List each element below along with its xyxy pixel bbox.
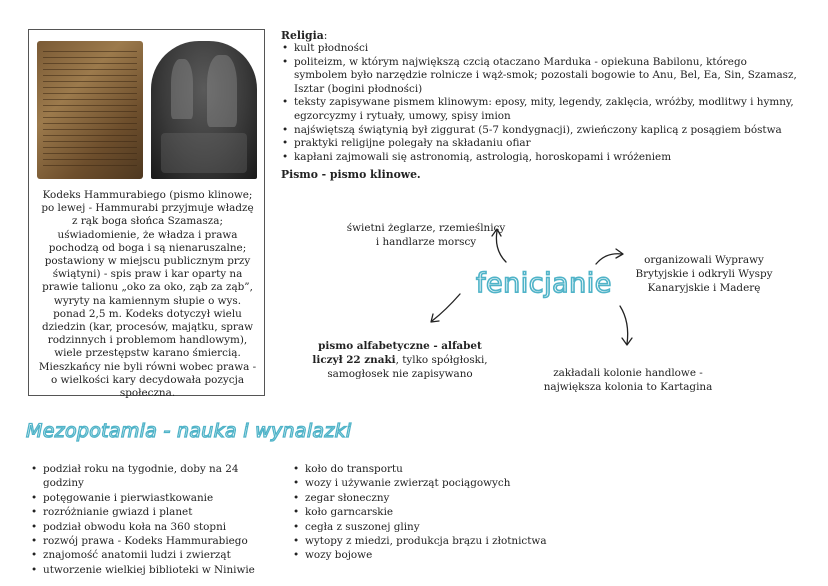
nauka-right-list [292,462,552,563]
religia-title: Religia [281,29,324,42]
list-item: • kult płodności [281,42,801,56]
mindmap-bottom-note: zakładali kolonie handlowe - największa kolonia to Kartagina [543,367,713,393]
religia-title-suffix: : [323,29,328,42]
nauka-left-list [30,462,280,577]
list-item: • rozróżnianie gwiazd i planet [30,505,280,519]
list-item: • cegła z suszonej gliny [292,520,552,534]
arrow-left [432,294,460,321]
list-item: • utworzenie wielkiej biblioteki w Niniwie [30,563,280,577]
list-item: • koło garncarskie [292,505,552,519]
mindmap-left-bold: pismo alfabetyczne - alfabet liczył 22 znaki [312,340,482,366]
list-item: • koło do transportu [292,462,552,476]
nauka-heading: Mezopotamia - nauka i wynalazki [26,420,352,442]
list-item: • potęgowanie i pierwiastkowanie [30,491,280,505]
arrow-bottom [620,306,628,344]
mindmap-right-note: organizowali Wyprawy Brytyjskie i odkryli Wyspy Kanaryjskie i Maderę [635,254,773,294]
list-item: • podział roku na tygodnie, doby na 24 godziny [30,462,280,491]
arrow-right [596,254,622,264]
list-item: • wozy bojowe [292,548,552,562]
list-item: • znajomość anatomii ludzi i zwierząt [30,548,280,562]
list-item: • zegar słoneczny [292,491,552,505]
list-item: • rozwój prawa - Kodeks Hammurabiego [30,534,280,548]
list-item: • politeizm, w którym największą czcią otaczano Marduka - opiekuna Babilonu, którego symbolem było narzędzie rolnicze i wąż-smok; pozostali bogowie to Anu, Bel, Ea, Sin, Szamasz, Isztar (bogini płodności) [281,56,801,97]
mindmap-top-note: świetni żeglarze, rzemieślnicy i handlarze morscy [346,222,506,248]
list-item: • wozy i używanie zwierząt pociągowych [292,476,552,490]
list-item: • wytopy z miedzi, produkcja brązu i złotnictwa [292,534,552,548]
pismo-heading: Pismo - pismo klinowe. [281,168,421,181]
list-item: • najświętszą świątynią był ziggurat (5-7 kondygnacji), zwieńczony kaplicą z posągiem bóstwa [281,124,801,138]
mindmap-left-note [310,339,490,381]
mindmap-left-rest: , tylko spółgłoski, samogłosek nie zapisywano [327,354,488,380]
hammurabi-caption: Kodeks Hammurabiego (pismo klinowe; po lewej - Hammurabi przyjmuje władzę z rąk boga słońca Szamasza; uświadomienie, że władza i prawa pochodzą od boga i są nienaruszalne; postawiony w miejscu publicznym przy świątyni) - spis praw i kar oparty na prawie talionu „oko za oko, ząb za ząb”, wyryty na kamiennym słupie o wys. ponad 2,5 m. Kodeks dotyczył wielu dziedzin (kar, procesów, majątku, spraw rodzinnych i problemom handlowym), wiele przestępstw karano śmiercią. Mieszkańcy nie byli równi wobec prawa - o wielkości kary decydowała pozycja społeczna. [38,189,257,400]
list-item: • kapłani zajmowali się astronomią, astrologią, horoskopami i wróżeniem [281,151,801,165]
list-item: • podział obwodu koła na 360 stopni [30,520,280,534]
list-item: • teksty zapisywane pismem klinowym: eposy, mity, legendy, zaklęcia, wróżby, modlitwy i hymny, egzorcyzmy i rytuały, umowy, spisy imion [281,96,801,123]
list-item: • praktyki religijne polegały na składaniu ofiar [281,137,801,151]
fenicjanie-title: fenicjanie [476,268,612,299]
